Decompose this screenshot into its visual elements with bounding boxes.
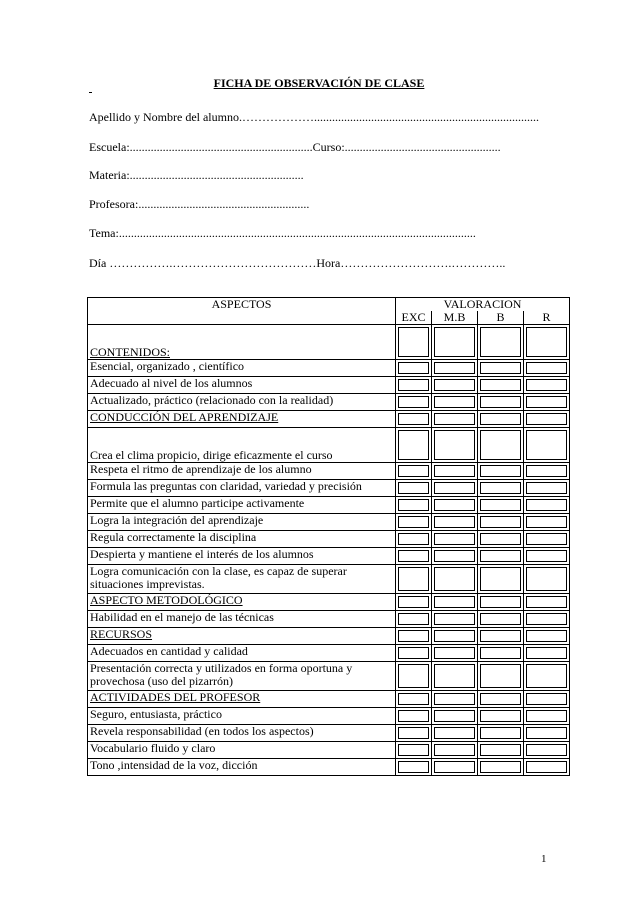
- rating-cell-b[interactable]: [478, 480, 524, 497]
- rating-box[interactable]: [480, 613, 521, 625]
- rating-box[interactable]: [434, 693, 475, 705]
- aspect-label: Revela responsabilidad (en todos los aspectos): [88, 725, 396, 742]
- aspect-label: Regula correctamente la disciplina: [88, 531, 396, 548]
- rating-cell-b[interactable]: [478, 742, 524, 759]
- rating-cell-b[interactable]: [478, 611, 524, 628]
- document-title: FICHA DE OBSERVACIÓN DE CLASE: [213, 76, 425, 90]
- table-row: [88, 662, 570, 691]
- rating-cell-exc[interactable]: [396, 394, 432, 411]
- rating-box[interactable]: [398, 567, 429, 591]
- rating-cell-mb[interactable]: [432, 360, 478, 377]
- table-row: [88, 742, 570, 759]
- section-header-row: [88, 411, 570, 428]
- rating-box[interactable]: [526, 567, 567, 591]
- rating-box[interactable]: [398, 533, 429, 545]
- rating-cell-b[interactable]: [478, 662, 524, 691]
- rating-cell-mb[interactable]: [432, 708, 478, 725]
- rating-cell-mb[interactable]: [432, 691, 478, 708]
- stray-mark: [89, 92, 92, 93]
- observation-table: [87, 297, 570, 776]
- page-number: 1: [541, 853, 547, 865]
- rating-box[interactable]: [398, 482, 429, 494]
- rating-cell-exc[interactable]: [396, 565, 432, 594]
- rating-cell-mb[interactable]: [432, 565, 478, 594]
- rating-cell-b[interactable]: [478, 514, 524, 531]
- rating-box[interactable]: [434, 630, 475, 642]
- rating-box[interactable]: [480, 630, 521, 642]
- rating-cell-r[interactable]: [524, 691, 570, 708]
- rating-box[interactable]: [526, 630, 567, 642]
- rating-cell-b[interactable]: [478, 565, 524, 594]
- rating-box[interactable]: [398, 516, 429, 528]
- rating-box[interactable]: [434, 744, 475, 756]
- rating-cell-r[interactable]: [524, 497, 570, 514]
- rating-box[interactable]: [398, 413, 429, 425]
- aspect-label: Esencial, organizado , científico: [88, 360, 396, 377]
- rating-box[interactable]: [434, 516, 475, 528]
- column-header-mb: M.B: [432, 311, 478, 325]
- rating-cell-mb[interactable]: [432, 531, 478, 548]
- column-header-exc: EXC: [396, 311, 432, 325]
- rating-box[interactable]: [434, 613, 475, 625]
- rating-box[interactable]: [480, 396, 521, 408]
- rating-cell-r[interactable]: [524, 428, 570, 463]
- rating-cell-b[interactable]: [478, 497, 524, 514]
- rating-cell-mb[interactable]: [432, 548, 478, 565]
- rating-cell-r[interactable]: [524, 531, 570, 548]
- rating-cell-exc[interactable]: [396, 531, 432, 548]
- aspect-label: Respeta el ritmo de aprendizaje de los alumno: [88, 463, 396, 480]
- rating-box[interactable]: [526, 613, 567, 625]
- rating-cell-b[interactable]: [478, 708, 524, 725]
- rating-cell-r[interactable]: [524, 594, 570, 611]
- rating-cell-b[interactable]: [478, 628, 524, 645]
- field-materia: Materia:..........................................................: [89, 168, 304, 182]
- rating-cell-b[interactable]: [478, 360, 524, 377]
- rating-box[interactable]: [526, 693, 567, 705]
- field-profesora: Profesora:.........................................................: [89, 197, 310, 211]
- column-header-b: B: [478, 311, 524, 325]
- rating-box[interactable]: [398, 362, 429, 374]
- rating-box[interactable]: [480, 727, 521, 739]
- rating-cell-mb[interactable]: [432, 662, 478, 691]
- aspect-label: Adecuado al nivel de los alumnos: [88, 377, 396, 394]
- table-row: [88, 394, 570, 411]
- aspect-label: Actualizado, práctico (relacionado con la realidad): [88, 394, 396, 411]
- rating-cell-mb[interactable]: [432, 594, 478, 611]
- column-header-r: R: [524, 311, 570, 325]
- rating-cell-mb[interactable]: [432, 645, 478, 662]
- rating-box[interactable]: [480, 761, 521, 773]
- rating-cell-exc[interactable]: [396, 548, 432, 565]
- section-title: ACTIVIDADES DEL PROFESOR: [88, 691, 396, 708]
- rating-box[interactable]: [480, 430, 521, 460]
- rating-box[interactable]: [398, 664, 429, 688]
- rating-cell-b[interactable]: [478, 463, 524, 480]
- rating-cell-mb[interactable]: [432, 480, 478, 497]
- rating-cell-r[interactable]: [524, 645, 570, 662]
- rating-box[interactable]: [480, 693, 521, 705]
- table-row: [88, 514, 570, 531]
- rating-cell-exc[interactable]: [396, 514, 432, 531]
- rating-box[interactable]: [434, 396, 475, 408]
- rating-cell-mb[interactable]: [432, 411, 478, 428]
- rating-cell-b[interactable]: [478, 759, 524, 776]
- rating-box[interactable]: [480, 499, 521, 511]
- rating-cell-r[interactable]: [524, 411, 570, 428]
- rating-cell-mb[interactable]: [432, 514, 478, 531]
- header-aspectos: ASPECTOS: [88, 298, 396, 325]
- rating-box[interactable]: [480, 533, 521, 545]
- rating-box[interactable]: [434, 533, 475, 545]
- section-header-row: [88, 691, 570, 708]
- rating-box[interactable]: [526, 499, 567, 511]
- rating-box[interactable]: [526, 396, 567, 408]
- section-header-row: [88, 325, 570, 360]
- section-title: RECURSOS: [88, 628, 396, 645]
- rating-box[interactable]: [434, 727, 475, 739]
- rating-cell-exc[interactable]: [396, 463, 432, 480]
- rating-cell-mb[interactable]: [432, 725, 478, 742]
- rating-box[interactable]: [434, 327, 475, 357]
- aspect-label: Tono ,intensidad de la voz, dicción: [88, 759, 396, 776]
- rating-box[interactable]: [526, 533, 567, 545]
- aspect-label: Seguro, entusiasta, práctico: [88, 708, 396, 725]
- table-row: [88, 463, 570, 480]
- rating-cell-b[interactable]: [478, 691, 524, 708]
- rating-box[interactable]: [526, 727, 567, 739]
- aspect-label: Vocabulario fluido y claro: [88, 742, 396, 759]
- rating-box[interactable]: [398, 761, 429, 773]
- rating-cell-b[interactable]: [478, 428, 524, 463]
- rating-box[interactable]: [434, 647, 475, 659]
- table-row: [88, 428, 570, 463]
- rating-cell-r[interactable]: [524, 360, 570, 377]
- rating-cell-r[interactable]: [524, 514, 570, 531]
- table-row: [88, 497, 570, 514]
- table-header-row: [88, 298, 570, 312]
- rating-cell-mb[interactable]: [432, 611, 478, 628]
- rating-box[interactable]: [398, 499, 429, 511]
- rating-cell-r[interactable]: [524, 628, 570, 645]
- rating-cell-r[interactable]: [524, 611, 570, 628]
- rating-box[interactable]: [434, 413, 475, 425]
- rating-box[interactable]: [526, 550, 567, 562]
- rating-box[interactable]: [526, 379, 567, 391]
- aspect-label: Habilidad en el manejo de las técnicas: [88, 611, 396, 628]
- rating-box[interactable]: [480, 379, 521, 391]
- table-row: [88, 531, 570, 548]
- section-header-row: [88, 594, 570, 611]
- rating-cell-b[interactable]: [478, 725, 524, 742]
- rating-cell-exc[interactable]: [396, 497, 432, 514]
- rating-cell-exc[interactable]: [396, 759, 432, 776]
- rating-cell-mb[interactable]: [432, 394, 478, 411]
- rating-cell-exc[interactable]: [396, 325, 432, 360]
- table-row: [88, 611, 570, 628]
- rating-cell-mb[interactable]: [432, 428, 478, 463]
- rating-box[interactable]: [398, 379, 429, 391]
- rating-cell-b[interactable]: [478, 394, 524, 411]
- rating-box[interactable]: [480, 516, 521, 528]
- rating-box[interactable]: [526, 647, 567, 659]
- rating-box[interactable]: [398, 647, 429, 659]
- rating-box[interactable]: [480, 550, 521, 562]
- rating-box[interactable]: [398, 430, 429, 460]
- rating-cell-r[interactable]: [524, 377, 570, 394]
- rating-box[interactable]: [398, 327, 429, 357]
- rating-box[interactable]: [480, 710, 521, 722]
- field-dia-hora: Día …………….………………………………Hora……………………….…………..: [89, 256, 506, 270]
- rating-cell-mb[interactable]: [432, 628, 478, 645]
- table-row: [88, 708, 570, 725]
- aspect-label: Presentación correcta y utilizados en forma oportuna y provechosa (uso del pizarrón): [88, 662, 396, 691]
- table-row: [88, 725, 570, 742]
- aspect-label: Permite que el alumno participe activamente: [88, 497, 396, 514]
- rating-cell-r[interactable]: [524, 565, 570, 594]
- rating-box[interactable]: [480, 465, 521, 477]
- aspect-label: Formula las preguntas con claridad, variedad y precisión: [88, 480, 396, 497]
- rating-cell-mb[interactable]: [432, 759, 478, 776]
- rating-cell-b[interactable]: [478, 377, 524, 394]
- rating-cell-r[interactable]: [524, 480, 570, 497]
- field-tema: Tema:.......................................................................................................................: [89, 226, 476, 240]
- rating-cell-b[interactable]: [478, 325, 524, 360]
- rating-box[interactable]: [398, 396, 429, 408]
- rating-box[interactable]: [434, 499, 475, 511]
- rating-cell-r[interactable]: [524, 708, 570, 725]
- rating-box[interactable]: [480, 647, 521, 659]
- aspect-label: Logra comunicación con la clase, es capaz de superar situaciones imprevistas.: [88, 565, 396, 594]
- rating-cell-exc[interactable]: [396, 662, 432, 691]
- rating-cell-mb[interactable]: [432, 497, 478, 514]
- rating-box[interactable]: [480, 482, 521, 494]
- rating-cell-exc[interactable]: [396, 628, 432, 645]
- rating-cell-r[interactable]: [524, 725, 570, 742]
- rating-box[interactable]: [526, 761, 567, 773]
- aspect-label: Adecuados en cantidad y calidad: [88, 645, 396, 662]
- field-escuela-curso: Escuela:.............................................................Curso:....................................................: [89, 140, 501, 154]
- rating-box[interactable]: [526, 516, 567, 528]
- field-apellido: Apellido y Nombre del alumno.………………...........................................................................: [89, 110, 539, 124]
- rating-box[interactable]: [398, 710, 429, 722]
- rating-box[interactable]: [480, 413, 521, 425]
- rating-box[interactable]: [398, 613, 429, 625]
- rating-box[interactable]: [398, 596, 429, 608]
- rating-cell-exc[interactable]: [396, 742, 432, 759]
- rating-box[interactable]: [480, 664, 521, 688]
- rating-box[interactable]: [526, 710, 567, 722]
- rating-cell-mb[interactable]: [432, 325, 478, 360]
- section-header-row: [88, 628, 570, 645]
- aspect-label: Crea el clima propicio, dirige eficazmente el curso: [88, 428, 396, 463]
- rating-box[interactable]: [398, 744, 429, 756]
- rating-cell-exc[interactable]: [396, 645, 432, 662]
- rating-cell-r[interactable]: [524, 742, 570, 759]
- rating-cell-b[interactable]: [478, 531, 524, 548]
- rating-box[interactable]: [434, 465, 475, 477]
- rating-box[interactable]: [526, 430, 567, 460]
- rating-cell-exc[interactable]: [396, 428, 432, 463]
- rating-box[interactable]: [480, 362, 521, 374]
- rating-cell-exc[interactable]: [396, 480, 432, 497]
- rating-box[interactable]: [434, 710, 475, 722]
- rating-cell-mb[interactable]: [432, 742, 478, 759]
- rating-box[interactable]: [434, 362, 475, 374]
- rating-box[interactable]: [398, 630, 429, 642]
- rating-cell-exc[interactable]: [396, 725, 432, 742]
- rating-cell-exc[interactable]: [396, 611, 432, 628]
- rating-box[interactable]: [526, 482, 567, 494]
- rating-box[interactable]: [398, 727, 429, 739]
- table-row: [88, 565, 570, 594]
- rating-box[interactable]: [526, 362, 567, 374]
- aspect-label: Despierta y mantiene el interés de los alumnos: [88, 548, 396, 565]
- section-title: ASPECTO METODOLÓGICO: [88, 594, 396, 611]
- table-row: [88, 377, 570, 394]
- aspect-label: Logra la integración del aprendizaje: [88, 514, 396, 531]
- table-row: [88, 759, 570, 776]
- rating-box[interactable]: [434, 379, 475, 391]
- rating-cell-mb[interactable]: [432, 377, 478, 394]
- rating-box[interactable]: [434, 482, 475, 494]
- rating-cell-exc[interactable]: [396, 360, 432, 377]
- rating-cell-r[interactable]: [524, 759, 570, 776]
- rating-cell-exc[interactable]: [396, 691, 432, 708]
- rating-cell-exc[interactable]: [396, 708, 432, 725]
- header-valoracion: VALORACION: [396, 298, 570, 312]
- rating-cell-b[interactable]: [478, 645, 524, 662]
- rating-cell-r[interactable]: [524, 548, 570, 565]
- section-title: CONDUCCIÓN DEL APRENDIZAJE: [88, 411, 396, 428]
- rating-cell-r[interactable]: [524, 463, 570, 480]
- rating-box[interactable]: [434, 430, 475, 460]
- rating-box[interactable]: [434, 567, 475, 591]
- rating-cell-mb[interactable]: [432, 463, 478, 480]
- rating-box[interactable]: [526, 664, 567, 688]
- rating-box[interactable]: [434, 761, 475, 773]
- rating-box[interactable]: [480, 327, 521, 357]
- table-row: [88, 645, 570, 662]
- section-title: CONTENIDOS:: [88, 325, 396, 360]
- rating-cell-r[interactable]: [524, 325, 570, 360]
- rating-box[interactable]: [434, 596, 475, 608]
- rating-box[interactable]: [526, 413, 567, 425]
- table-row: [88, 360, 570, 377]
- rating-cell-b[interactable]: [478, 411, 524, 428]
- rating-box[interactable]: [398, 465, 429, 477]
- rating-cell-exc[interactable]: [396, 411, 432, 428]
- rating-box[interactable]: [398, 693, 429, 705]
- table-row: [88, 548, 570, 565]
- rating-box[interactable]: [480, 744, 521, 756]
- rating-box[interactable]: [480, 567, 521, 591]
- rating-box[interactable]: [398, 550, 429, 562]
- rating-cell-r[interactable]: [524, 394, 570, 411]
- rating-cell-exc[interactable]: [396, 594, 432, 611]
- rating-cell-r[interactable]: [524, 662, 570, 691]
- rating-cell-b[interactable]: [478, 548, 524, 565]
- table-row: [88, 480, 570, 497]
- rating-box[interactable]: [434, 664, 475, 688]
- rating-box[interactable]: [480, 596, 521, 608]
- rating-cell-b[interactable]: [478, 594, 524, 611]
- rating-box[interactable]: [526, 744, 567, 756]
- rating-box[interactable]: [434, 550, 475, 562]
- rating-box[interactable]: [526, 327, 567, 357]
- rating-cell-exc[interactable]: [396, 377, 432, 394]
- rating-box[interactable]: [526, 465, 567, 477]
- rating-box[interactable]: [526, 596, 567, 608]
